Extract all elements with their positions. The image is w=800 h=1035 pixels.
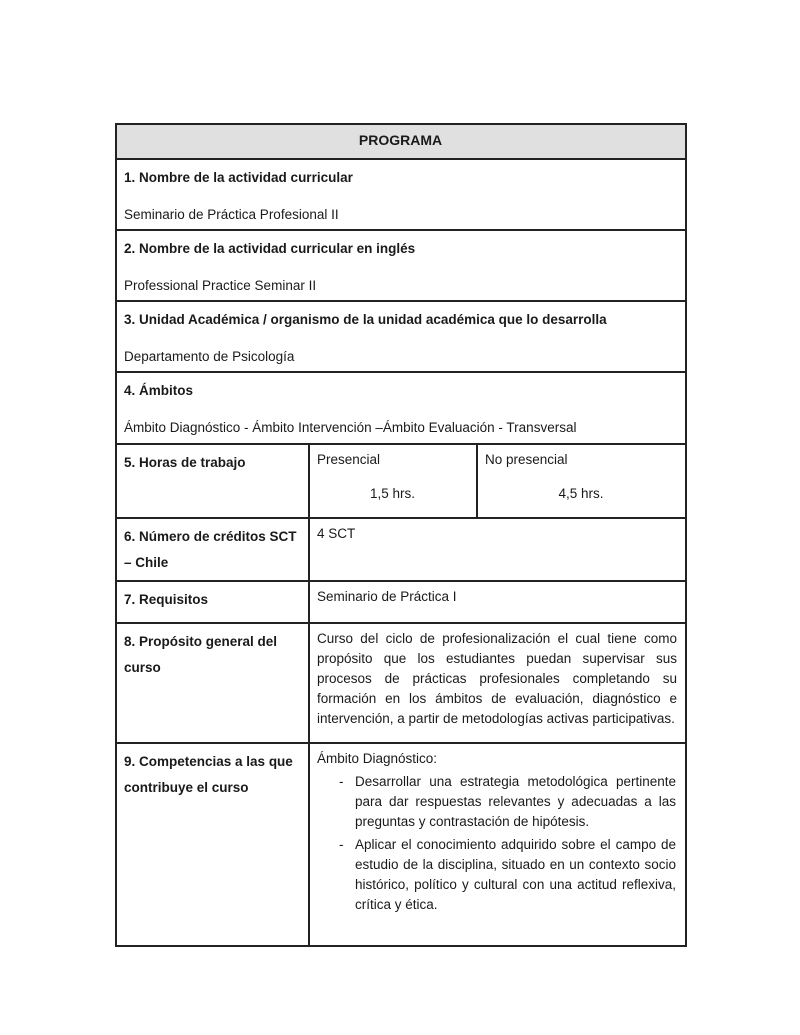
- row-9-intro: Ámbito Diagnóstico:: [317, 751, 438, 766]
- presencial-value: 1,5 hrs.: [369, 486, 416, 501]
- row-horas-trabajo: [116, 444, 686, 518]
- no-presencial-label: No presencial: [485, 452, 568, 467]
- row-7-label: 7. Requisitos: [124, 592, 209, 607]
- row-5-label: 5. Horas de trabajo: [124, 455, 246, 470]
- row-3-label: 3. Unidad Académica / organismo de la unidad académica que lo desarrolla: [124, 312, 607, 327]
- bullet-item: [317, 772, 677, 832]
- row-requisitos: [116, 581, 686, 623]
- no-presencial-value: 4,5 hrs.: [558, 486, 604, 501]
- presencial-label: Presencial: [317, 452, 381, 467]
- bullet-marker: -: [339, 774, 344, 789]
- row-8-label: 8. Propósito general del curso: [124, 634, 278, 675]
- bullet-item: [317, 835, 677, 915]
- row-7-value: Seminario de Práctica I: [317, 589, 457, 604]
- row-2-label: 2. Nombre de la actividad curricular en inglés: [124, 241, 416, 256]
- row-1-label: 1. Nombre de la actividad curricular: [124, 170, 353, 185]
- program-table: [115, 123, 687, 947]
- row-2-value: Professional Practice Seminar II: [124, 278, 317, 293]
- bullet-text-2: Aplicar el conocimiento adquirido sobre el campo de estudio de la disciplina, situado en un contexto socio histórico, político y cultural con una actitud reflexiva, crítica y ética.: [355, 837, 677, 912]
- row-9-label: 9. Competencias a las que contribuye el curso: [124, 754, 293, 795]
- table-title: PROGRAMA: [116, 124, 686, 159]
- row-creditos-sct: [116, 518, 686, 581]
- row-4-label: 4. Ámbitos: [124, 383, 194, 398]
- row-nombre-actividad: [116, 159, 686, 230]
- row-6-label: 6. Número de créditos SCT – Chile: [124, 529, 297, 570]
- bullet-text-1: Desarrollar una estrategia metodológica pertinente para dar respuestas relevantes y adecuadas a las preguntas y contrastación de hipótesis.: [355, 774, 677, 829]
- row-competencias: [116, 743, 686, 946]
- bullet-marker: -: [339, 837, 344, 852]
- row-ambitos: [116, 372, 686, 444]
- row-4-value: Ámbito Diagnóstico - Ámbito Intervención –Ámbito Evaluación - Transversal: [124, 420, 577, 435]
- row-6-value: 4 SCT: [317, 526, 356, 541]
- table-header-row: [116, 124, 686, 159]
- row-8-value: Curso del ciclo de profesionalización el cual tiene como propósito que los estudiantes puedan supervisar sus procesos de prácticas profesionales completando su formación en los ámbitos de evaluación, diagnóstico e intervención, a partir de metodologías activas participativas.: [317, 631, 678, 726]
- row-unidad-academica: [116, 301, 686, 372]
- row-3-value: Departamento de Psicología: [124, 349, 295, 364]
- row-1-value: Seminario de Práctica Profesional II: [124, 207, 339, 222]
- row-nombre-ingles: [116, 230, 686, 301]
- row-proposito-general: [116, 623, 686, 743]
